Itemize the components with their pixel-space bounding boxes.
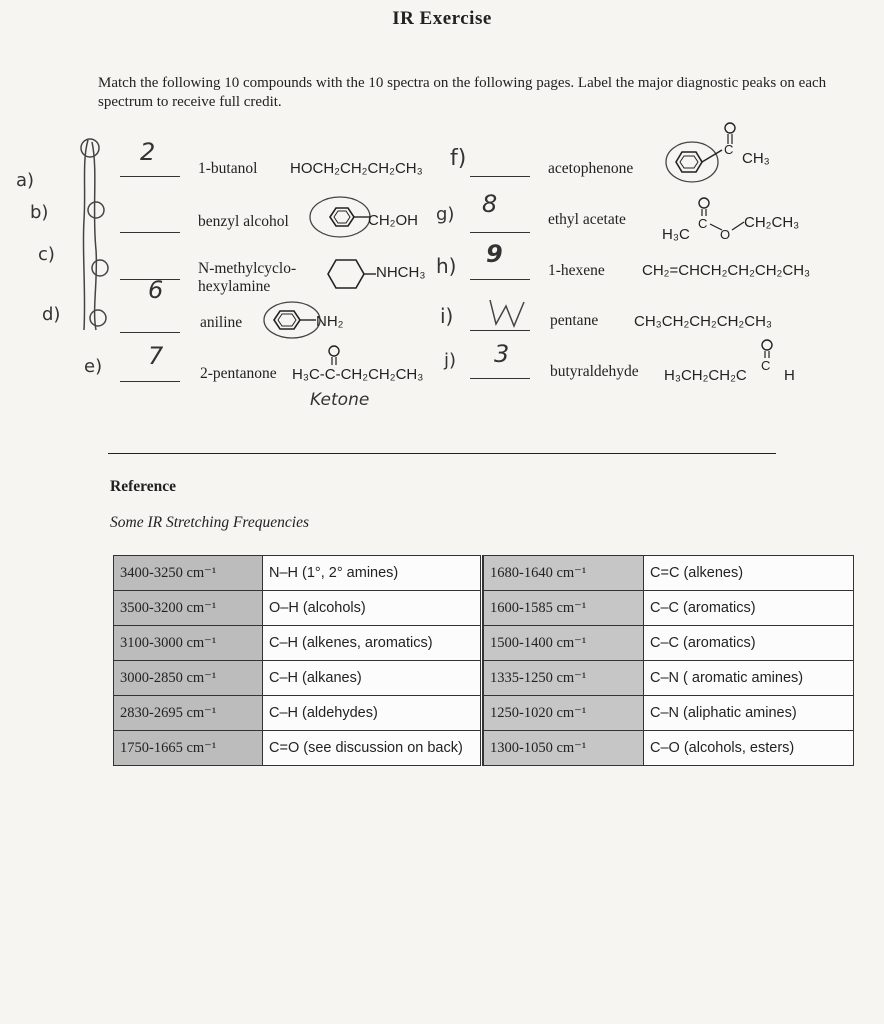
frequency-cell: 1680-1640 cm⁻¹ — [484, 556, 644, 591]
margin-label-h: h) — [436, 254, 457, 278]
margin-circle — [88, 202, 104, 218]
answer-blank[interactable] — [470, 279, 530, 280]
ir-frequency-table — [113, 555, 854, 766]
table-row — [114, 556, 854, 591]
formula-n-methylcyclohexylamine: NHCH₃ — [376, 264, 426, 281]
frequency-cell: 1500-1400 cm⁻¹ — [484, 626, 644, 661]
answer-n-methylcyclohexylamine: 6 — [148, 276, 164, 304]
bond-cell: O–H (alcohols) — [263, 591, 482, 626]
frequency-cell: 3100-3000 cm⁻¹ — [114, 626, 263, 661]
frequency-cell: 1250-1020 cm⁻¹ — [484, 696, 644, 731]
bond-cell: C–N (aliphatic amines) — [644, 696, 854, 731]
formula-ethyl-acetate-ethyl: CH₂CH₃ — [744, 214, 800, 231]
margin-label-i: i) — [440, 304, 454, 328]
answer-2-pentanone: 7 — [148, 342, 164, 370]
compound-name-benzyl-alcohol: benzyl alcohol — [198, 213, 289, 230]
instructions: Match the following 10 compounds with the 10 spectra on the following pages. Label the major diagnostic peaks on each spectrum to receive full credit. — [98, 75, 827, 110]
bond-cell: C=C (alkenes) — [644, 556, 854, 591]
formula-butyraldehyde: H₃CH₂CH₂C — [664, 367, 747, 384]
margin-label-j: j) — [444, 350, 457, 371]
frequency-cell: 3400-3250 cm⁻¹ — [114, 556, 263, 591]
aldehyde-group-icon — [752, 338, 782, 376]
margin-circle — [90, 310, 106, 326]
svg-text:O: O — [720, 227, 731, 240]
cyclohexane-ring-icon — [322, 256, 378, 292]
formula-ethyl-acetate-methyl: H₃C — [662, 226, 690, 243]
svg-text:C: C — [698, 216, 708, 231]
svg-text:C: C — [724, 142, 734, 157]
svg-text:C: C — [761, 358, 771, 373]
compound-name-pentane: pentane — [550, 312, 599, 329]
bond-cell: N–H (1°, 2° amines) — [263, 556, 482, 591]
bond-cell: C–C (aromatics) — [644, 591, 854, 626]
table-row — [114, 696, 854, 731]
frequency-cell: 1750-1665 cm⁻¹ — [114, 731, 263, 766]
bond-cell: C–O (alcohols, esters) — [644, 731, 854, 766]
margin-label-e: e) — [84, 356, 103, 377]
margin-label-d: d) — [42, 304, 61, 325]
formula-pentane: CH₃CH₂CH₂CH₂CH₃ — [634, 313, 773, 330]
frequency-cell: 1300-1050 cm⁻¹ — [484, 731, 644, 766]
margin-stroke — [83, 140, 88, 330]
answer-blank[interactable] — [120, 176, 180, 177]
margin-label-a: a) — [16, 170, 35, 191]
margin-circle — [81, 139, 99, 157]
benzene-ring-icon — [308, 194, 372, 240]
formula-2-pentanone: H₃C-C-CH₂CH₂CH₃ — [292, 366, 424, 383]
formula-1-hexene: CH₂=CHCH₂CH₂CH₂CH₃ — [642, 262, 811, 279]
table-row — [114, 591, 854, 626]
answer-blank[interactable] — [120, 332, 180, 333]
page-title: IR Exercise — [392, 8, 492, 29]
margin-stroke — [92, 142, 96, 330]
frequency-cell: 2830-2695 cm⁻¹ — [114, 696, 263, 731]
answer-blank[interactable] — [120, 232, 180, 233]
handwritten-note-ketone: Ketone — [310, 390, 370, 410]
answer-blank[interactable] — [120, 381, 180, 382]
section-divider — [108, 453, 776, 454]
frequency-cell: 1335-1250 cm⁻¹ — [484, 661, 644, 696]
answer-1-butanol: 2 — [140, 138, 156, 166]
margin-label-c: c) — [38, 244, 55, 265]
reference-subheading: Some IR Stretching Frequencies — [110, 514, 309, 531]
compound-name-1-butanol: 1-butanol — [198, 160, 258, 177]
compound-name-aniline: aniline — [200, 314, 243, 331]
margin-label-g: g) — [436, 204, 455, 225]
reference-heading: Reference — [110, 478, 176, 495]
margin-label-b: b) — [30, 202, 49, 223]
margin-label-f: f) — [450, 146, 467, 171]
bond-cell: C–N ( aromatic amines) — [644, 661, 854, 696]
table-row — [114, 626, 854, 661]
compound-name-acetophenone: acetophenone — [548, 160, 634, 177]
frequency-cell: 1600-1585 cm⁻¹ — [484, 591, 644, 626]
table-row — [114, 661, 854, 696]
bond-cell: C=O (see discussion on back) — [263, 731, 482, 766]
margin-circle — [92, 260, 108, 276]
ester-group-icon — [694, 196, 748, 240]
formula-benzyl-alcohol: CH₂OH — [368, 212, 418, 229]
answer-1-hexene: 9 — [486, 240, 503, 268]
compound-name-n-methylcyclohexylamine: N-methylcyclo- — [198, 260, 297, 277]
answer-butyraldehyde: 3 — [494, 340, 510, 368]
bond-cell: C–H (alkenes, aromatics) — [263, 626, 482, 661]
frequency-cell: 3500-3200 cm⁻¹ — [114, 591, 263, 626]
bond-cell: C–C (aromatics) — [644, 626, 854, 661]
answer-blank[interactable] — [470, 232, 530, 233]
bond-cell: C–H (alkanes) — [263, 661, 482, 696]
carbonyl-oxygen-icon — [326, 344, 342, 366]
answer-blank[interactable] — [470, 176, 530, 177]
formula-acetophenone: CH₃ — [742, 150, 770, 167]
formula-aniline: NH₂ — [316, 313, 344, 330]
compound-name-ethyl-acetate: ethyl acetate — [548, 211, 626, 228]
compound-name-butyraldehyde: butyraldehyde — [550, 363, 639, 380]
frequency-cell: 3000-2850 cm⁻¹ — [114, 661, 263, 696]
answer-ethyl-acetate: 8 — [482, 190, 498, 218]
answer-blank[interactable] — [470, 378, 530, 379]
answer-blank[interactable] — [470, 330, 530, 331]
table-row — [114, 731, 854, 766]
compound-name-n-methylcyclohexylamine-2: hexylamine — [198, 278, 271, 295]
formula-butyraldehyde-h: H — [784, 367, 795, 384]
benzene-ring-icon — [256, 298, 322, 342]
compound-name-1-hexene: 1-hexene — [548, 262, 605, 279]
acetophenone-structure-icon — [664, 120, 748, 186]
compound-name-2-pentanone: 2-pentanone — [200, 365, 277, 382]
formula-1-butanol: HOCH₂CH₂CH₂CH₃ — [290, 160, 423, 177]
handwritten-mark — [484, 296, 528, 330]
bond-cell: C–H (aldehydes) — [263, 696, 482, 731]
